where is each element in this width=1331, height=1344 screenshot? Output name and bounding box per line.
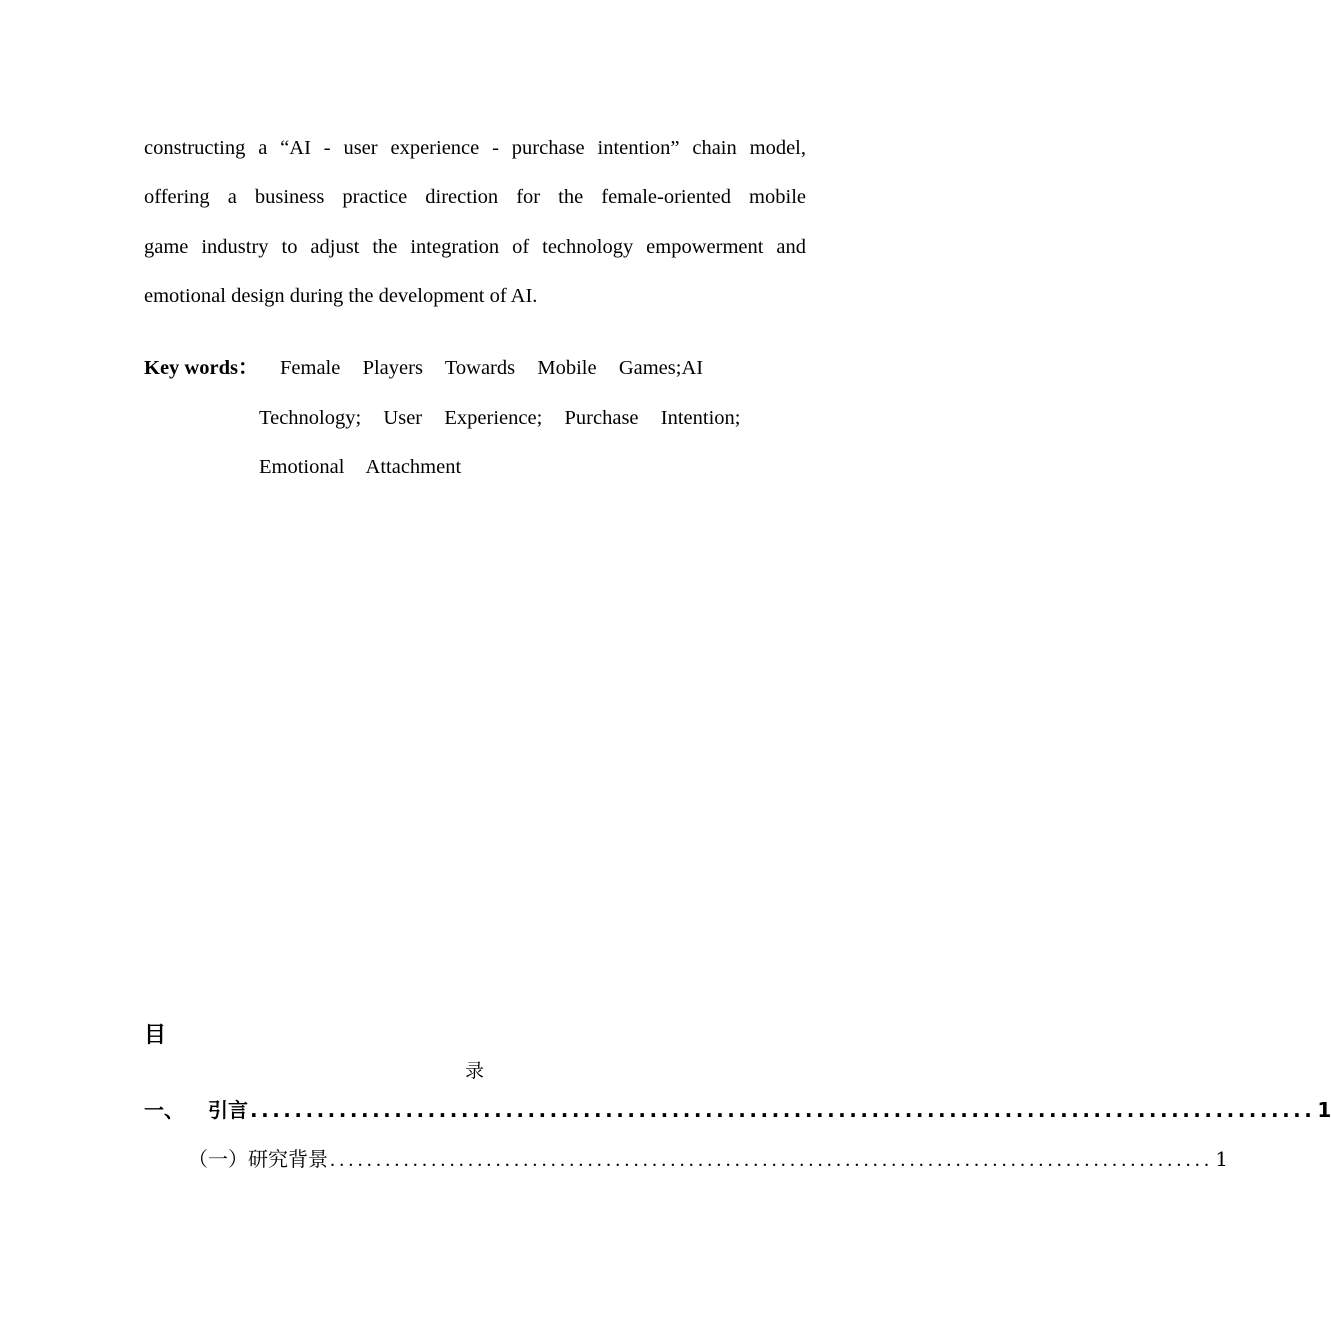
toc-dot-leader: ................................................................................................ xyxy=(330,1149,1214,1171)
toc-entry-number: 一、 xyxy=(144,1098,184,1122)
abstract-line: game industry to adjust the integration of technology empowerment and xyxy=(144,235,806,258)
keywords-line: Technology; User Experience; Purchase Intention; xyxy=(259,406,741,429)
abstract-paragraph xyxy=(144,124,806,321)
toc-entry-introduction[interactable] xyxy=(144,1094,1331,1123)
keywords-line: Female Players Towards Mobile Games;AI xyxy=(280,357,704,379)
abstract-line: emotional design during the development of AI. xyxy=(144,284,538,307)
toc-entry-page: 1 xyxy=(1215,1147,1228,1171)
keywords-label: Key words： xyxy=(144,357,259,379)
abstract-line: constructing a “AI - user experience - purchase intention” chain model, xyxy=(144,137,806,159)
toc-entry-page: 1 xyxy=(1317,1098,1331,1122)
toc-entry-number: （一） xyxy=(188,1147,248,1171)
abstract-line: offering a business practice direction for the female-oriented mobile xyxy=(144,186,806,209)
toc-entry-research-background[interactable] xyxy=(188,1143,1228,1172)
toc-heading-second-char: 录 xyxy=(465,1060,485,1082)
keywords-line: Emotional Attachment xyxy=(259,456,462,478)
toc-heading-first-char: 目 xyxy=(144,1023,167,1048)
toc-dot-leader: ................................................................................................ xyxy=(250,1098,1316,1122)
toc-entry-title: 引言 xyxy=(208,1098,248,1122)
toc-entry-title: 研究背景 xyxy=(248,1147,328,1171)
